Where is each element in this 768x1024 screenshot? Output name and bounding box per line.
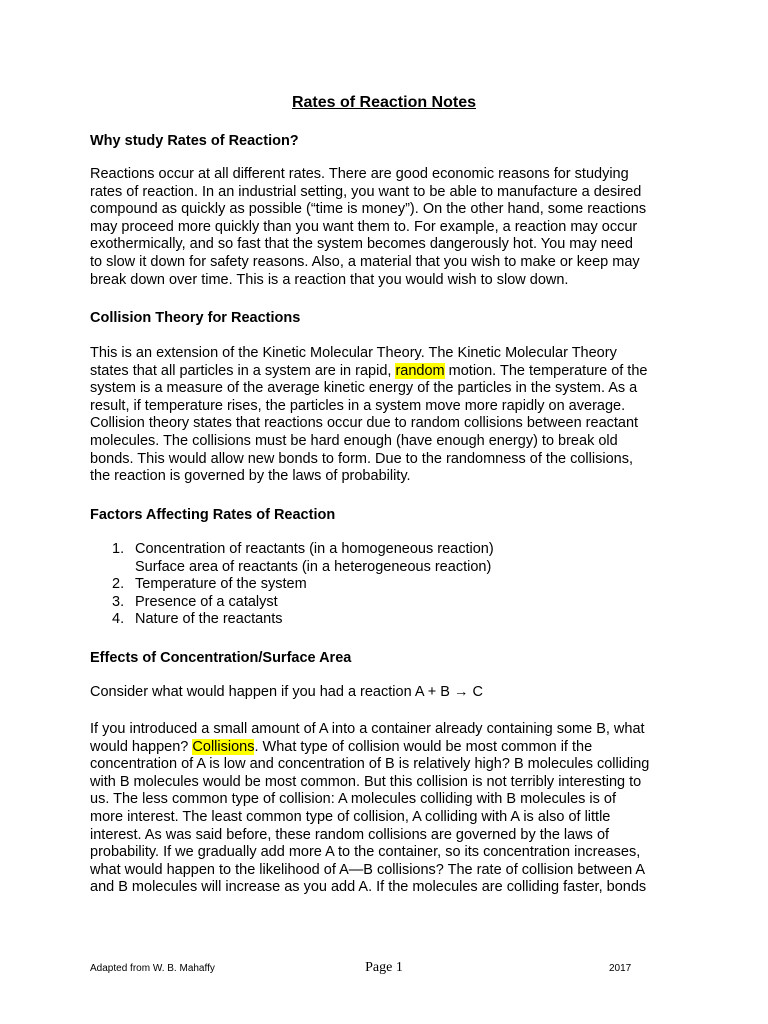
- factors-list: [90, 541, 494, 629]
- section-heading-collision-theory: Collision Theory for Reactions: [90, 310, 301, 326]
- list-item-text: Nature of the reactants: [135, 611, 283, 628]
- text-line: system is a measure of the average kinetic energy of the particles in the system. As a: [90, 380, 638, 397]
- list-number: 3.: [112, 593, 125, 610]
- highlighted-word-collisions: Collisions: [192, 738, 255, 755]
- text-line: result, if temperature rises, the particles in a system move more rapidly on average.: [90, 397, 626, 414]
- text-line: us. The less common type of collision: A molecules colliding with B molecules is of: [90, 791, 617, 808]
- text-line: compound as quickly as possible (“time is money”). On the other hand, some reactions: [90, 201, 647, 218]
- footer-year: 2017: [609, 963, 632, 974]
- text-segment: would happen?: [90, 738, 193, 755]
- text-line: Collision theory states that reactions occur due to random collisions between reactant: [90, 415, 639, 432]
- text-line: may proceed more quickly than you want them to. For example, a reaction may occur: [90, 218, 638, 235]
- list-item: [90, 594, 449, 612]
- text-line: bonds. This would allow new bonds to form. Due to the randomness of the collisions,: [90, 450, 633, 467]
- text-line-with-highlight: [90, 363, 690, 381]
- text-line: concentration of A is low and concentration of B is relatively high? B molecules colliding: [90, 756, 650, 773]
- highlighted-word-random: random: [395, 362, 445, 379]
- list-item-text: Concentration of reactants (in a homogeneous reaction): [135, 541, 494, 557]
- list-number: 2.: [112, 576, 125, 593]
- text-segment: . What type of collision would be most common if the: [254, 738, 593, 755]
- list-item: [90, 576, 449, 594]
- text-line: interest. As was said before, these random collisions are governed by the laws of: [90, 826, 610, 843]
- text-line: Reactions occur at all different rates. There are good economic reasons for studying: [90, 166, 629, 182]
- text-line: Consider what would happen if you had a reaction A + B → C: [90, 684, 483, 700]
- list-item-text: Surface area of reactants (in a heterogeneous reaction): [135, 558, 492, 575]
- text-line: break down over time. This is a reaction that you would wish to slow down.: [90, 271, 569, 288]
- paragraph-collision-theory: [90, 345, 690, 486]
- text-line: molecules. The collisions must be hard enough (have enough energy) to break old: [90, 432, 618, 449]
- text-line: This is an extension of the Kinetic Molecular Theory. The Kinetic Molecular Theory: [90, 345, 617, 361]
- text-line: probability. If we gradually add more A to the container, so its concentration increases,: [90, 844, 641, 861]
- page-title: Rates of Reaction Notes: [291, 94, 477, 111]
- text-segment: states that all particles in a system are in rapid,: [90, 362, 396, 379]
- list-item-text: Temperature of the system: [135, 576, 307, 593]
- page-number: Page 1: [365, 960, 403, 975]
- text-line: If you introduced a small amount of A into a container already containing some B, what: [90, 721, 645, 737]
- section-heading-concentration: Effects of Concentration/Surface Area: [90, 650, 352, 666]
- list-item-text: Presence of a catalyst: [135, 593, 278, 610]
- text-line: to slow it down for safety reasons. Also, a material that you wish to make or keep may: [90, 253, 640, 270]
- text-line: more interest. The least common type of collision, A colliding with A is also of little: [90, 808, 611, 825]
- section-heading-factors: Factors Affecting Rates of Reaction: [90, 507, 336, 523]
- text-line: exothermically, and so fast that the system becomes dangerously hot. You may need: [90, 236, 633, 253]
- footer-attribution: Adapted from W. B. Mahaffy: [90, 963, 215, 974]
- paragraph-reaction-intro: [90, 684, 690, 702]
- text-line: and B molecules will increase as you add A. If the molecules are colliding faster, bonds: [90, 879, 647, 896]
- list-item: [90, 558, 492, 577]
- list-item: [90, 611, 449, 629]
- text-line: with B molecules would be most common. But this collision is not terribly interesting to: [90, 773, 642, 790]
- text-line: rates of reaction. In an industrial setting, you want to be able to manufacture a desired: [90, 183, 642, 200]
- text-segment: motion. The temperature of the: [444, 362, 648, 379]
- paragraph-why-study: [90, 166, 690, 289]
- text-line: the reaction is governed by the laws of probability.: [90, 468, 411, 485]
- text-line-with-highlight: [90, 739, 690, 757]
- section-heading-why-study: Why study Rates of Reaction?: [90, 133, 299, 149]
- text-line: what would happen to the likelihood of A—B collisions? The rate of collision between A: [90, 861, 646, 878]
- list-number: 1.: [112, 541, 125, 557]
- list-item: [90, 541, 494, 559]
- paragraph-concentration: [90, 721, 690, 897]
- list-number: 4.: [112, 611, 125, 628]
